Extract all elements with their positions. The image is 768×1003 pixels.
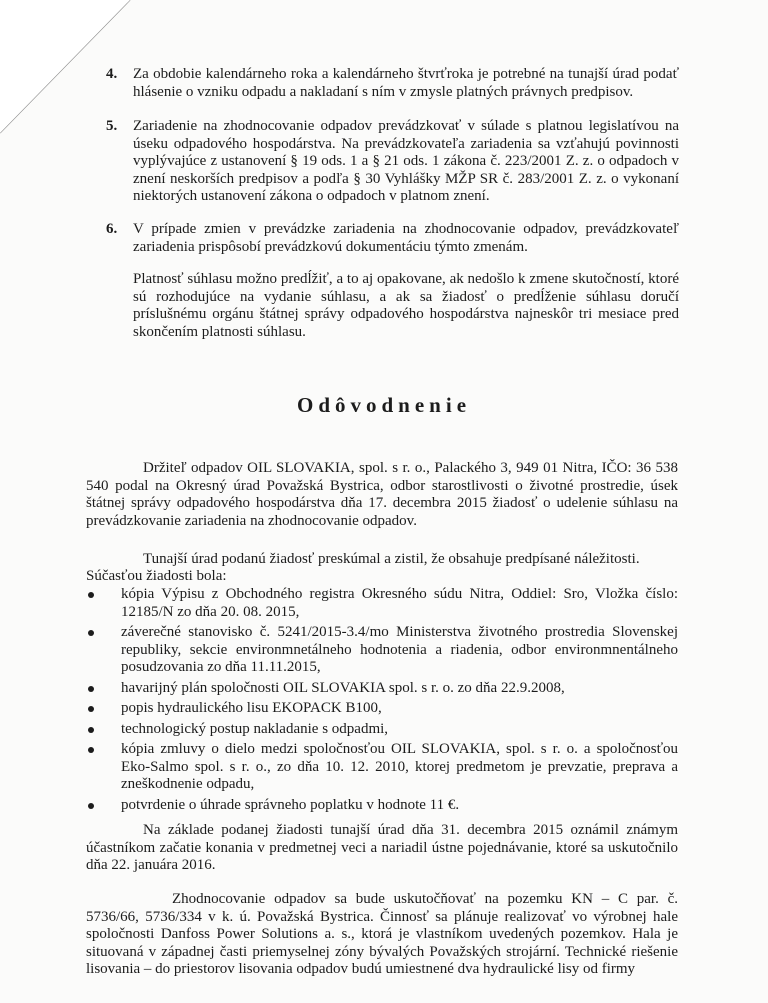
- reasoning-paragraph-1: Držiteľ odpadov OIL SLOVAKIA, spol. s r. o., Palackého 3, 949 01 Nitra, IČO: 36 538 540 podal na Okresný úrad Považská Bystrica, odbor starostlivosti o životné prostredie, úsek štátnej správy odpadového hospodárstva dňa 17. decembra 2015 žiadosť o udelenie súhlasu na prevádzkovanie zariadenia na zhodnocovanie odpadov.: [86, 460, 678, 529]
- attachments-list: [86, 586, 678, 817]
- item-number: 6.: [106, 221, 118, 237]
- bullet-icon: [88, 592, 94, 598]
- list-item: kópia zmluvy o dielo medzi spoločnosťou OIL SLOVAKIA, spol. s r. o. a spoločnosťou Eko-Salmo spol. s r. o., zo dňa 10. 12. 2010, ktorej predmetom je prevzatie, preprava a zneškodnenie odpadu,: [86, 741, 678, 794]
- bullet-icon: [88, 686, 94, 692]
- item-text: Za obdobie kalendárneho roka a kalendárneho štvrťroka je potrebné na tunajší úrad podať hlásenie o vzniku odpadu a nakladaní s ním v zmysle platných právnych predpisov.: [133, 66, 679, 100]
- validity-paragraph: Platnosť súhlasu možno predĺžiť, a to aj opakovane, ak nedošlo k zmene skutočností, ktoré sú rozhodujúce na vydanie súhlasu, a ak sa žiadosť o predĺženie súhlasu doručí príslušnému orgánu štátnej správy odpadového hospodárstva najneskôr tri mesiace pred skončením platnosti súhlasu.: [133, 271, 679, 340]
- item-text: V prípade zmien v prevádzke zariadenia na zhodnocovanie odpadov, prevádzkovateľ zariadenia prispôsobí prevádzkovú dokumentáciu týmto zmenám.: [133, 221, 679, 255]
- bullet-icon: [88, 630, 94, 636]
- bullet-icon: [88, 706, 94, 712]
- section-heading: Odôvodnenie: [296, 393, 472, 417]
- item-text: Zariadenie na zhodnocovanie odpadov prevádzkovať v súlade s platnou legislatívou na úseku odpadového hospodárstva. Na prevádzkovateľa zariadenia sa vzťahujú povinnosti vyplývajúce z ustanovení § 19 ods. 1 a § 21 ods. 1 zákona č. 223/2001 Z. z. o odpadoch v znení neskorších predpisov a podľa § 30 Vyhlášky MŽP SR č. 283/2001 Z. z. o vykonaní niektorých ustanovení zákona o odpadoch v platnom znení.: [133, 118, 679, 204]
- bullet-icon: [88, 803, 94, 809]
- list-item: popis hydraulického lisu EKOPACK B100,: [86, 700, 678, 718]
- item-number: 5.: [106, 118, 118, 134]
- item-number: 4.: [106, 66, 118, 82]
- list-item: technologický postup nakladanie s odpadmi,: [86, 721, 678, 739]
- attachments-intro: Súčasťou žiadosti bola:: [86, 568, 227, 584]
- scan-corner-fold: [0, 0, 140, 140]
- list-item: záverečné stanovisko č. 5241/2015-3.4/mo Ministerstva životného prostredia Slovenskej republiky, sekcie environmnetálneho hodnotenia a riadenia, odbor environmnentálneho posudzovania zo dňa 11.11.2015,: [86, 624, 678, 677]
- list-item: havarijný plán spoločnosti OIL SLOVAKIA spol. s r. o. zo dňa 22.9.2008,: [86, 680, 678, 698]
- reasoning-paragraph-4: Zhodnocovanie odpadov sa bude uskutočňovať na pozemku KN – C par. č. 5736/66, 5736/334 v k. ú. Považská Bystrica. Činnosť sa plánuje realizovať vo výrobnej hale spoločnosti Danfoss Power Solutions a. s., ktorá je vlastníkom uvedených pozemkov. Hala je situovaná v západnej časti priemyselnej zóny bývalých Považských strojární. Technické riešenie lisovania – do priestorov lisovania odpadov budú umiestnené dva hydraulické lisy od firmy: [86, 891, 678, 977]
- reasoning-paragraph-3: Na základe podanej žiadosti tunajší úrad dňa 31. decembra 2015 oznámil známym účastníkom začatie konania v predmetnej veci a nariadil ústne pojednávanie, ktoré sa uskutočnilo dňa 22. januára 2016.: [86, 822, 678, 873]
- bullet-icon: [88, 727, 94, 733]
- list-item: kópia Výpisu z Obchodného registra Okresného súdu Nitra, Oddiel: Sro, Vložka číslo: 12185/N zo dňa 20. 08. 2015,: [86, 586, 678, 621]
- list-item: potvrdenie o úhrade správneho poplatku v hodnote 11 €.: [86, 797, 678, 815]
- bullet-icon: [88, 747, 94, 753]
- reasoning-paragraph-2: Tunajší úrad podanú žiadosť preskúmal a zistil, že obsahuje predpísané náležitosti.: [143, 551, 640, 567]
